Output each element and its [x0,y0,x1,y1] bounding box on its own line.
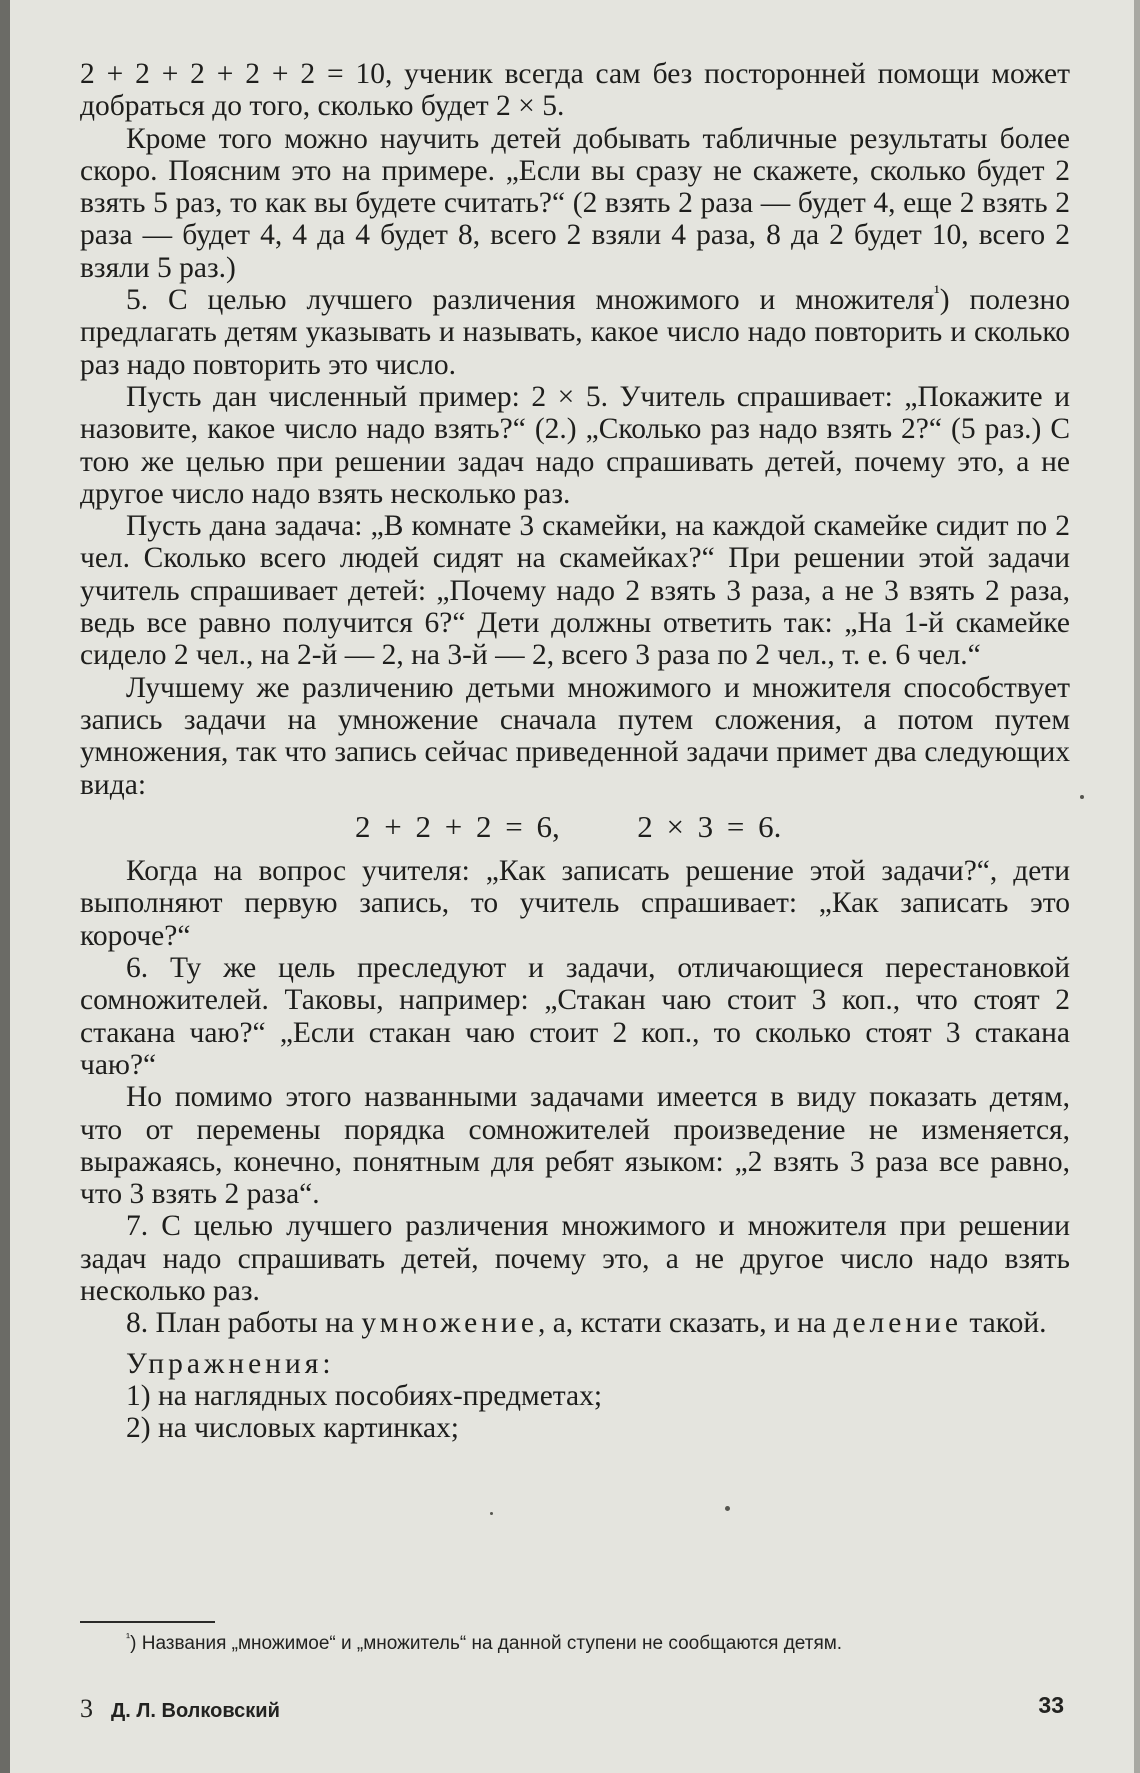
item-5-text-end: ) полезно предлагать детям указывать и называть, какое число надо повторить и сколько раз надо повторить это число. [80,284,1070,381]
paragraph-item-6: 6. Ту же цель преследуют и задачи, отличающиеся перестановкой сомножителей. Таковы, например: „Стакан чаю стоит 3 коп., что стоят 2 стакана чаю?“ „Если стакан чаю стоит 2 коп., то сколько стоят 3 стакана чаю?“ [80,952,1070,1081]
exercise-item-2: 2) на числовых картинках; [126,1412,459,1445]
footnote-text [80,1632,1070,1656]
paragraph-commutativity: Но помимо этого названными задачами имеется в виду показать детям, что от перемены порядка сомножителей произведение не изменяется, выражаясь, конечно, понятным для ребят языком: „2 взять 3 раза все равно, что 3 взять 2 раза“. [80,1081,1070,1211]
footnote-body: ) Названия „множимое“ и „множитель“ на данной ступени не сообщаются детям. [130,1633,843,1654]
printer-signature [80,1694,280,1724]
term-division: деление [833,1307,963,1340]
paragraph-benches-task: Пусть дана задача: „В комнате 3 скамейки, на каждой скамейке сидит по 2 чел. Сколько всего людей сидят на скамейках?“ При решении этой задачи учитель спрашивает детей: „Почему надо 2 взять 3 раза, а не 3 взять 2 раза, ведь все равно получится 6?“ Дети должны ответить так: „На 1-й скамейке сидело 2 чел., на 2-й — 2, на 3-й — 2, всего 3 раза по 2 чел., т. е. 6 чел.“ [80,510,1070,672]
paragraph-item-5 [80,284,1070,381]
paragraph-table-results: Кроме того можно научить детей добывать табличные результаты более скоро. Поясним это на примере. „Если вы сразу не скажете, сколько будет 2 взять 5 раз, то как вы будете считать?“ (2 взять 2 раза — будет 4, еще 2 взять 2 раза — будет 4, 4 да 4 будет 8, всего 2 взяли 4 раза, 8 да 2 будет 10, всего 2 взяли 5 раз.) [80,122,1070,284]
exercise-item-1: 1) на наглядных пособиях-предметах; [126,1379,603,1412]
formula-multiplication: 2 × 3 = 6. [637,808,782,844]
term-multiplication: умножение [361,1307,538,1340]
footnote-divider [80,1621,215,1623]
paragraph-shorter-question: Когда на вопрос учителя: „Как записать решение этой задачи?“, дети выполняют первую запись, то учитель спрашивает: „Как записать это короче?“ [80,855,1070,952]
footnote [80,1632,1070,1656]
paper-speck [725,1506,730,1511]
paper-speck [1080,795,1084,799]
signature-author: Д. Л. Волковский [111,1700,280,1722]
item-8-text-middle: , а, кстати сказать, и на [537,1307,827,1340]
exercises-heading: Упражнения: [126,1347,335,1380]
footnote-marker: ¹ [126,1630,131,1645]
paragraph-item-8 [80,1307,1070,1339]
paragraph-numeric-example: Пусть дан численный пример: 2 × 5. Учитель спрашивает: „Покажите и назовите, какое число надо взять?“ (2.) „Сколько раз надо взять 2?“ (5 раз.) С тою же целью при решении задач надо спрашивать детей, почему это, а не другое число надо взять несколько раз. [80,380,1070,510]
item-8-text-end: такой. [969,1307,1047,1340]
paragraph-recording: Лучшему же различению детьми множимого и множителя способствует запись задачи на умножение сначала путем сложения, а потом путем умножения, так что запись сейчас приведенной задачи примет два следующих вида: [80,671,1070,801]
footnote-reference: ¹ [934,282,940,304]
page-number: 33 [1038,1692,1064,1718]
paragraph-continuation: 2 + 2 + 2 + 2 + 2 = 10, ученик всегда сам без посторонней помощи может добраться до того, сколько будет 2 × 5. [80,58,1070,123]
formula-addition: 2 + 2 + 2 = 6, [355,808,560,844]
paragraph-item-7: 7. С целью лучшего различения множимого и множителя при решении задач надо спрашивать детей, почему это, а не другое число надо взять несколько раз. [80,1210,1070,1307]
item-8-text-start: 8. План работы на [126,1307,354,1340]
paper-speck [490,1512,493,1515]
formula-line [80,808,1070,844]
item-5-text-start: 5. С целью лучшего различения множимого и множителя [126,284,935,317]
signature-number: 3 [80,1694,93,1723]
body-text [80,58,1070,1444]
